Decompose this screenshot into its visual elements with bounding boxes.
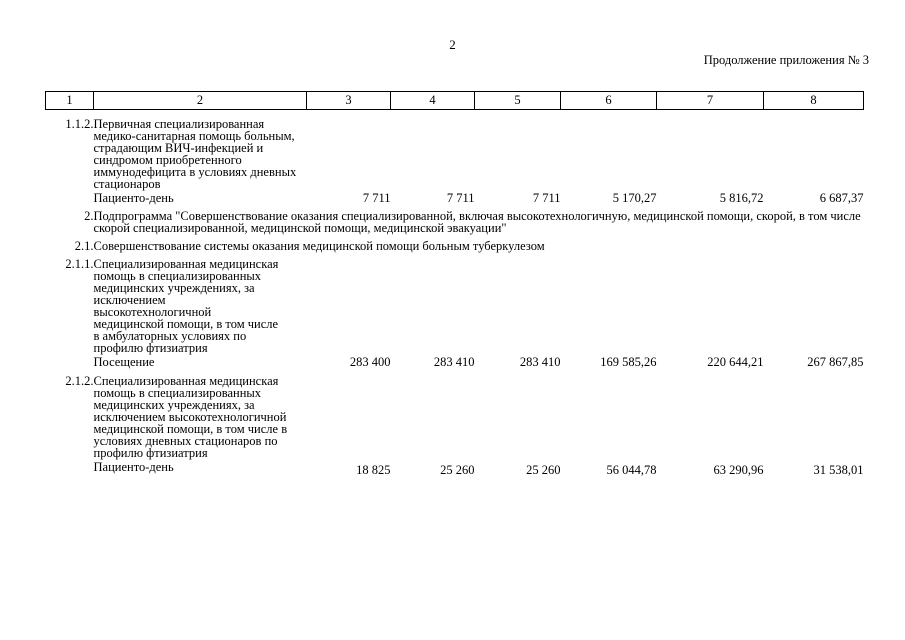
header-col-1: 1 (46, 92, 94, 110)
row-section-title: Подпрограмма "Совершенствование оказания специализированной, включая высокотехнологичную, медицинской помощи, скорой, в том числе скорой специализированной, медицинской помощи, медицинской эвакуации" (93, 209, 861, 235)
value-col-3: 7 711 (362, 191, 391, 205)
value-col-5: 7 711 (532, 191, 561, 205)
value-col-6: 56 044,78 (606, 463, 657, 477)
continuation-note: Продолжение приложения № 3 (703, 53, 869, 67)
row-number: 1.1.2. (65, 117, 94, 131)
value-col-3: 283 400 (349, 355, 391, 369)
header-col-6: 6 (561, 92, 657, 110)
value-col-8: 31 538,01 (813, 463, 864, 477)
row-empty (307, 115, 864, 190)
table-row (46, 115, 864, 190)
header-col-2: 2 (94, 92, 307, 110)
value-col-4: 283 410 (433, 355, 475, 369)
header-row (46, 92, 864, 110)
value-col-6: 169 585,26 (600, 355, 657, 369)
row-unit: Посещение (93, 355, 155, 369)
table-row-unit (46, 354, 864, 371)
row-name (94, 371, 307, 459)
value-col-5: 283 410 (519, 355, 561, 369)
page-number: 2 (449, 37, 456, 52)
row-unit: Пациенто-день (93, 460, 174, 474)
value-col-5: 25 260 (526, 463, 561, 477)
value-col-7: 63 290,96 (713, 463, 764, 477)
table-row (46, 234, 864, 252)
table-row-unit (46, 459, 864, 479)
table-row (46, 252, 864, 354)
row-number: 2.1.2. (65, 374, 94, 388)
row-number: 2.1.1. (65, 257, 94, 271)
row-empty (46, 190, 94, 207)
row-name (94, 115, 307, 190)
header-col-4: 4 (391, 92, 475, 110)
value-col-8: 267 867,85 (807, 355, 864, 369)
row-number: 2.1. (74, 239, 94, 253)
row-unit: Пациенто-день (93, 191, 174, 205)
row-empty (307, 371, 864, 459)
value-col-4: 7 711 (446, 191, 475, 205)
row-section-title: Совершенствование системы оказания медицинской помощи больным туберкулезом (93, 239, 545, 253)
value-col-4: 25 260 (440, 463, 475, 477)
table-row-unit (46, 190, 864, 207)
value-col-7: 5 816,72 (719, 191, 764, 205)
header-col-7: 7 (657, 92, 764, 110)
row-empty (46, 354, 94, 371)
row-number: 2. (84, 209, 94, 223)
header-col-8: 8 (764, 92, 864, 110)
row-empty (46, 459, 94, 479)
row-empty (307, 252, 864, 354)
row-name-text: Специализированная медицинская помощь в специализированных медицинских учреждениях, за исключением высокотехнологичной медицинской помощи, в том числе в амбулаторных условиях по профилю фтизиатрия (93, 257, 279, 355)
value-col-8: 6 687,37 (819, 191, 864, 205)
row-name (94, 252, 307, 354)
value-col-6: 5 170,27 (612, 191, 657, 205)
value-col-3: 18 825 (356, 463, 391, 477)
value-col-7: 220 644,21 (707, 355, 764, 369)
header-col-3: 3 (307, 92, 391, 110)
table-row (46, 371, 864, 459)
header-col-5: 5 (475, 92, 561, 110)
row-name-text: Первичная специализированная медико-санитарная помощь больным, страдающим ВИЧ-инфекцией и синдромом приобретенного иммунодефицита в условиях дневных стационаров (93, 117, 297, 191)
data-table (45, 91, 864, 479)
table-row (46, 207, 864, 234)
row-name-text: Специализированная медицинская помощь в специализированных медицинских учреждениях, за исключением высокотехнологичной медицинской помощи, в том числе в условиях дневных стационаров по профилю фтизиатрия (93, 374, 288, 460)
